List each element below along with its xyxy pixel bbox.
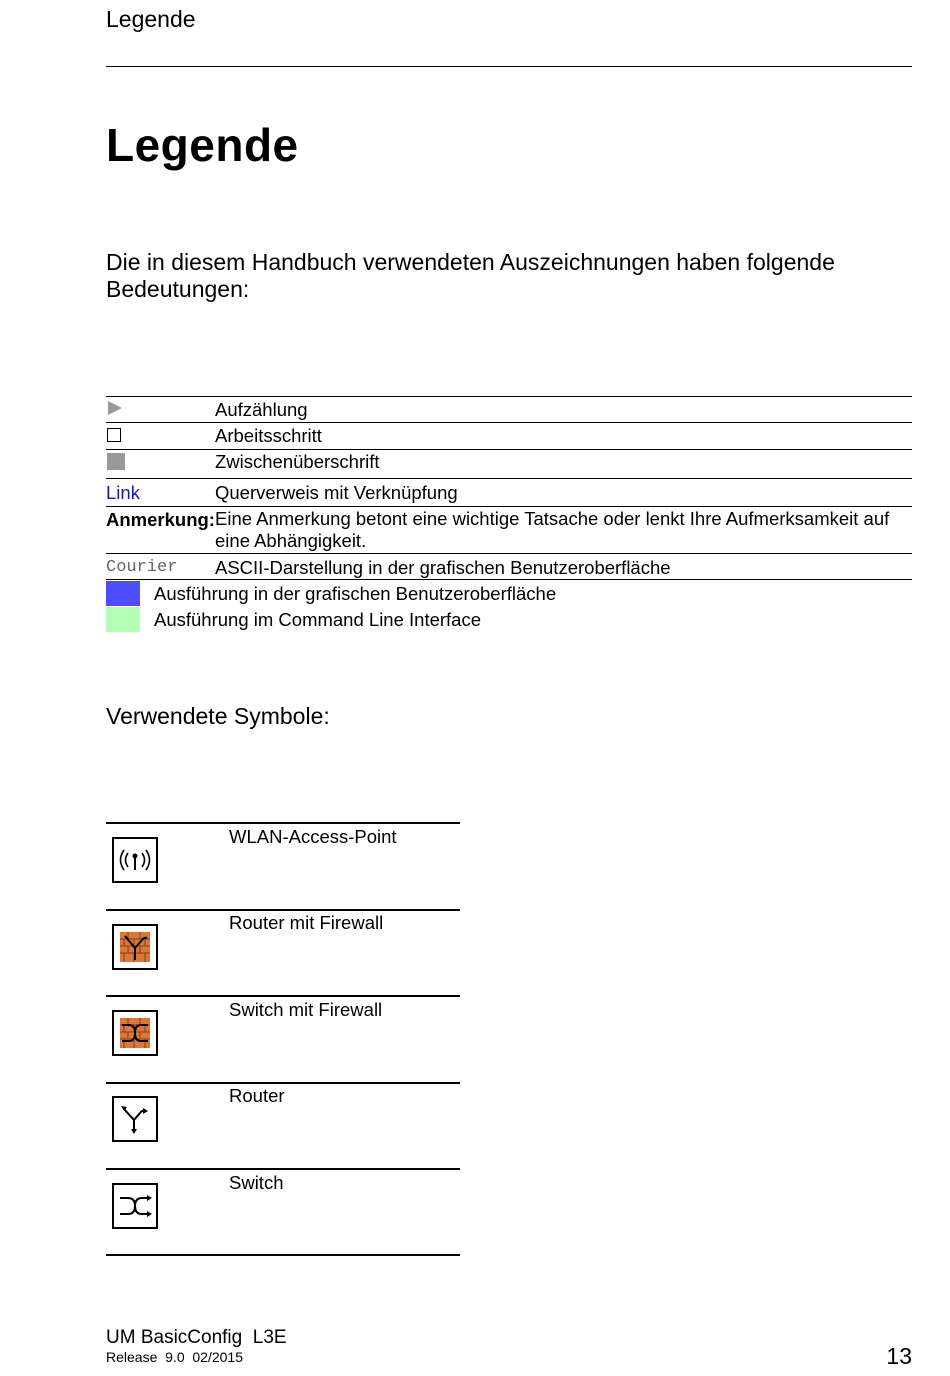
wlan-access-point-icon: [112, 837, 158, 883]
empty-square-icon: [107, 428, 121, 442]
legend-desc-link: Querverweis mit Verknüpfung: [215, 482, 458, 503]
symbols-rule: [106, 909, 460, 911]
legend-desc-bullet: Aufzählung: [215, 399, 308, 420]
legend-desc-subheading: Zwischenüberschrift: [215, 451, 380, 472]
page-number: 13: [886, 1343, 912, 1369]
legend-desc-note: Eine Anmerkung betont eine wichtige Tatsache oder lenkt Ihre Aufmerksamkeit auf eine Abhängigkeit.: [215, 508, 890, 551]
symbols-rule: [106, 1082, 460, 1084]
header-rule: [106, 66, 912, 67]
legend-rule: [106, 396, 912, 397]
router-firewall-icon: [112, 924, 158, 970]
footer-document-title: UM BasicConfig L3E: [106, 1327, 287, 1348]
switch-firewall-icon: [112, 1010, 158, 1056]
symbols-rule: [106, 1168, 460, 1170]
triangle-bullet-icon: [108, 401, 122, 415]
switch-icon: [112, 1183, 158, 1229]
cli-color-swatch: [106, 607, 140, 632]
legend-desc-courier: ASCII-Darstellung in der grafischen Benutzeroberfläche: [215, 557, 671, 578]
symbol-label-router: Router: [229, 1085, 285, 1106]
link-sample[interactable]: Link: [106, 482, 140, 503]
legend-rule: [106, 506, 912, 507]
legend-rule: [106, 449, 912, 450]
symbols-rule: [106, 995, 460, 997]
legend-desc-cli: Ausführung im Command Line Interface: [154, 609, 482, 630]
symbols-rule: [106, 1254, 460, 1256]
intro-paragraph: Die in diesem Handbuch verwendeten Auszeichnungen haben folgende Bedeutungen:: [106, 249, 835, 302]
filled-square-icon: [107, 453, 125, 470]
gui-color-swatch: [106, 581, 140, 606]
legend-desc-step: Arbeitsschritt: [215, 425, 322, 446]
legend-rule: [106, 422, 912, 423]
symbol-label-switch: Switch: [229, 1172, 284, 1193]
symbols-rule: [106, 822, 460, 824]
note-sample: Anmerkung:: [106, 509, 215, 530]
symbols-heading: Verwendete Symbole:: [106, 703, 330, 729]
footer-release: Release 9.0 02/2015: [106, 1349, 243, 1365]
running-header: Legende: [106, 6, 196, 32]
legend-rule: [106, 579, 912, 580]
legend-rule: [106, 478, 912, 479]
legend-rule: [106, 553, 912, 554]
courier-sample: Courier: [106, 558, 178, 577]
legend-desc-gui: Ausführung in der grafischen Benutzeroberfläche: [154, 583, 557, 604]
router-icon: [112, 1096, 158, 1142]
symbol-label-switch-firewall: Switch mit Firewall: [229, 999, 383, 1020]
symbol-label-router-firewall: Router mit Firewall: [229, 912, 384, 933]
page-title: Legende: [106, 119, 299, 171]
symbol-label-wlan: WLAN-Access-Point: [229, 826, 397, 847]
